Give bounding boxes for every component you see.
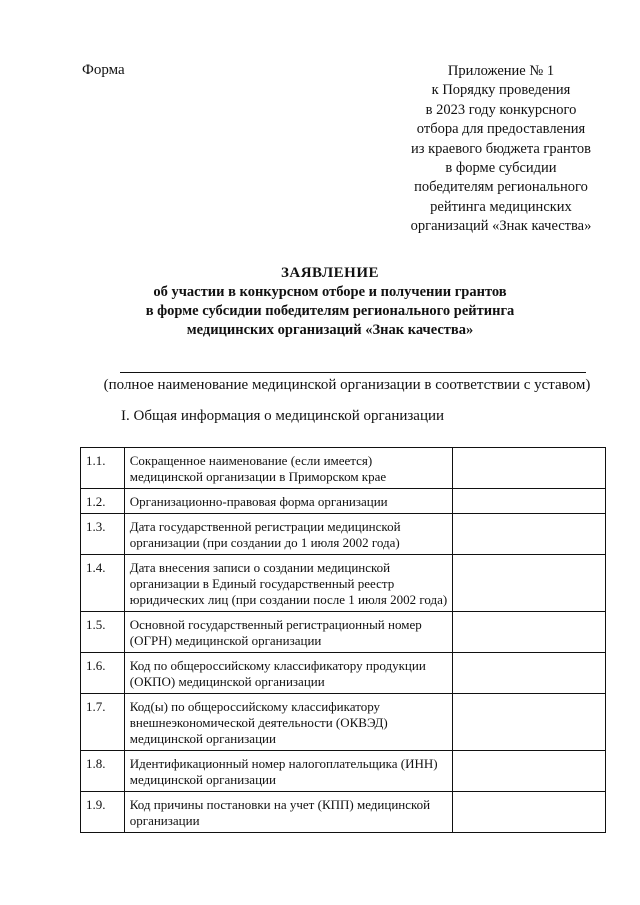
table-row — [81, 489, 606, 514]
row-value-cell[interactable] — [453, 751, 606, 792]
row-value-cell[interactable] — [453, 612, 606, 653]
form-label: Форма — [82, 62, 125, 78]
table-row — [81, 792, 606, 833]
row-description: Код по общероссийскому классификатору продукции (ОКПО) медицинской организации — [124, 653, 453, 694]
row-description: Идентификационный номер налогоплательщика (ИНН) медицинской организации — [124, 751, 453, 792]
row-description: Сокращенное наименование (если имеется) медицинской организации в Приморском крае — [124, 448, 453, 489]
row-value-cell[interactable] — [453, 653, 606, 694]
row-number: 1.2. — [81, 489, 125, 514]
table-row — [81, 448, 606, 489]
row-value-cell[interactable] — [453, 448, 606, 489]
table-row — [81, 612, 606, 653]
row-description: Код причины постановки на учет (КПП) медицинской организации — [124, 792, 453, 833]
title-line: об участии в конкурсном отборе и получении грантов — [153, 284, 507, 300]
row-description: Код(ы) по общероссийскому классификатору внешнеэкономической деятельности (ОКВЭД) медицинской организации — [124, 694, 453, 751]
section-heading: I. Общая информация о медицинской организации — [121, 408, 445, 424]
info-table — [80, 447, 606, 833]
appendix-line: в 2023 году конкурсного — [425, 101, 577, 118]
appendix-line: рейтинга медицинских — [430, 198, 572, 215]
appendix-line: организаций «Знак качества» — [410, 218, 592, 235]
row-number: 1.6. — [81, 653, 125, 694]
appendix-line: к Порядку проведения — [431, 82, 571, 99]
appendix-line: Приложение № 1 — [447, 63, 555, 79]
org-name-caption: (полное наименование медицинской организации в соответствии с уставом) — [103, 377, 591, 393]
row-value-cell[interactable] — [453, 792, 606, 833]
row-number: 1.3. — [81, 514, 125, 555]
appendix-line: в форме субсидии — [445, 160, 557, 177]
title-line: медицинских организаций «Знак качества» — [186, 322, 474, 338]
row-value-cell[interactable] — [453, 694, 606, 751]
row-number: 1.9. — [81, 792, 125, 833]
appendix-line: из краевого бюджета грантов — [410, 140, 592, 157]
row-description: Основной государственный регистрационный номер (ОГРН) медицинской организации — [124, 612, 453, 653]
appendix-line: отбора для предоставления — [416, 121, 586, 138]
table-row — [81, 555, 606, 612]
title-main: ЗАЯВЛЕНИЕ — [280, 265, 380, 281]
org-name-field-line[interactable] — [120, 372, 586, 373]
row-number: 1.8. — [81, 751, 125, 792]
row-description: Дата внесения записи о создании медицинской организации в Единый государственный реестр юридических лиц (при создании после 1 июля 2002 года) — [124, 555, 453, 612]
table-row — [81, 751, 606, 792]
row-description: Организационно-правовая форма организации — [124, 489, 453, 514]
table-row — [81, 694, 606, 751]
row-value-cell[interactable] — [453, 555, 606, 612]
row-number: 1.7. — [81, 694, 125, 751]
table-row — [81, 653, 606, 694]
row-number: 1.5. — [81, 612, 125, 653]
title-line: в форме субсидии победителям регионального рейтинга — [145, 303, 515, 319]
row-number: 1.1. — [81, 448, 125, 489]
row-description: Дата государственной регистрации медицинской организации (при создании до 1 июля 2002 года) — [124, 514, 453, 555]
row-value-cell[interactable] — [453, 489, 606, 514]
table-row — [81, 514, 606, 555]
row-number: 1.4. — [81, 555, 125, 612]
appendix-line: победителям регионального — [414, 179, 588, 196]
appendix-block — [392, 62, 610, 237]
document-title — [60, 264, 600, 340]
row-value-cell[interactable] — [453, 514, 606, 555]
